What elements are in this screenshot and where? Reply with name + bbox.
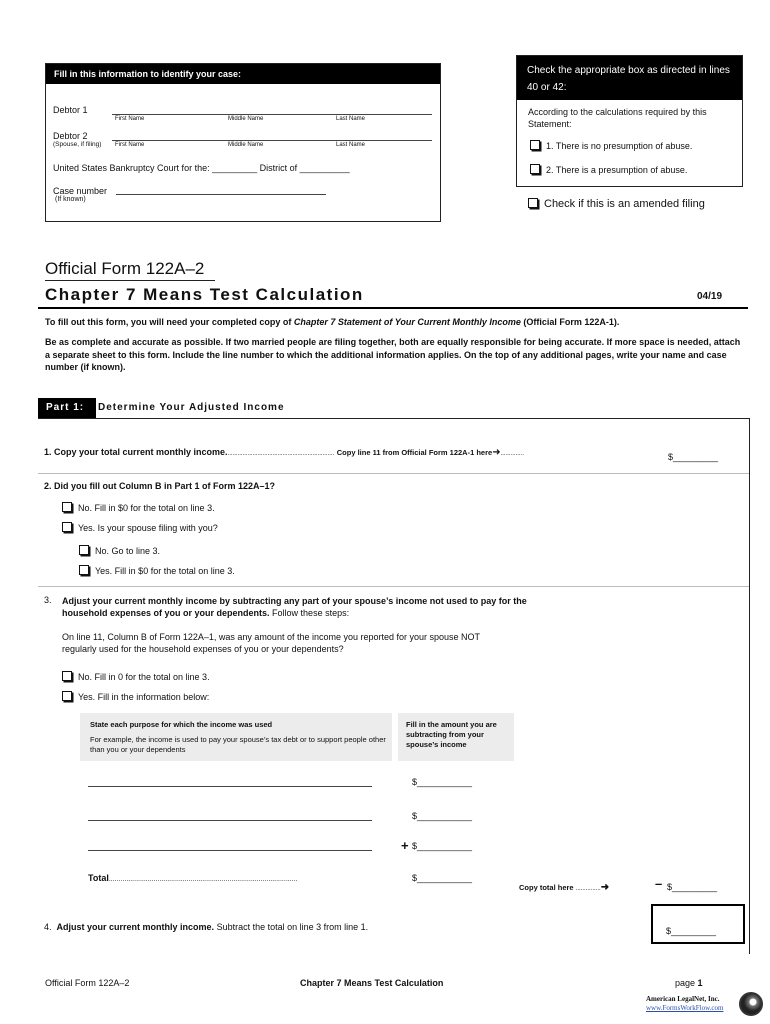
vendor-logo-icon — [739, 992, 763, 1016]
line2-question: 2. Did you fill out Column B in Part 1 of Form 122A–1? — [44, 481, 276, 491]
middle-name-label: Middle Name — [228, 116, 264, 122]
copy-total-here: Copy total here ...............➜ — [519, 882, 610, 893]
arrow-right-icon: ➜ — [492, 447, 501, 458]
footer-page: page 1 — [675, 978, 703, 988]
checkbox-icon[interactable] — [62, 522, 72, 532]
title-rule — [38, 307, 748, 309]
if-known-note: (If known) — [55, 196, 86, 203]
total-amount[interactable]: $___________ — [412, 873, 473, 883]
form-name-underline — [45, 280, 215, 281]
vendor-url[interactable]: www.FormsWorkFlow.com — [646, 1004, 724, 1012]
case-info-header: Fill in this information to identify your case: — [46, 64, 440, 84]
checkbox-icon[interactable] — [62, 502, 72, 512]
court-line[interactable]: United States Bankruptcy Court for the: _________ District of __________ — [53, 163, 350, 173]
separator — [38, 473, 749, 474]
checkbox-icon[interactable] — [530, 140, 540, 150]
line2-yes-yes[interactable]: Yes. Fill in $0 for the total on line 3. — [79, 565, 235, 576]
amount-field-2[interactable]: $___________ — [412, 811, 473, 821]
part1-title: Determine Your Adjusted Income — [98, 402, 285, 413]
total-label: Total................................................................................................. — [88, 873, 298, 883]
footer-form-title: Chapter 7 Means Test Calculation — [300, 978, 444, 988]
instructions-p2: Be as complete and accurate as possible. If two married people are filing together, both are equally responsible for being accurate. If more space is needed, attach a separate sheet to this form. Include the line number to which the additional information applies. On the top of any additional pages, write your name and case number (if known). — [45, 337, 741, 372]
vendor-name: American LegalNet, Inc. — [646, 995, 720, 1003]
amount-field-1[interactable]: $___________ — [412, 777, 473, 787]
presumption-option-1[interactable]: 1. There is no presumption of abuse. — [530, 140, 692, 151]
first-name-label-2: First Name — [115, 142, 145, 148]
separator — [38, 586, 749, 587]
footer-form-name: Official Form 122A–2 — [45, 978, 130, 988]
debtor2-field[interactable] — [112, 140, 432, 141]
line3-final-amount[interactable]: $_________ — [667, 882, 718, 892]
checkbox-icon[interactable] — [62, 671, 72, 681]
purpose-field-1[interactable] — [88, 786, 372, 787]
minus-icon: – — [655, 876, 663, 891]
plus-icon: + — [401, 838, 409, 853]
last-name-label: Last Name — [336, 116, 366, 122]
amended-filing-checkbox[interactable]: Check if this is an amended filing — [528, 198, 705, 210]
line3-yes[interactable]: Yes. Fill in the information below: — [62, 691, 209, 702]
purpose-header: State each purpose for which the income was used — [90, 720, 273, 729]
line4-box — [651, 904, 745, 944]
line2-no[interactable]: No. Fill in $0 for the total on line 3. — [62, 502, 215, 513]
line4-amount[interactable]: $_________ — [666, 926, 717, 936]
line3-number: 3. — [44, 595, 52, 605]
middle-name-label-2: Middle Name — [228, 142, 264, 148]
part1-header — [38, 398, 748, 418]
amount-header: Fill in the amount you are subtracting from your spouse’s income — [406, 720, 497, 749]
presumption-option-2[interactable]: 2. There is a presumption of abuse. — [530, 164, 687, 175]
presumption-intro: According to the calculations required by this Statement: — [528, 107, 707, 129]
part1-label: Part 1: — [38, 398, 96, 418]
line1-amount[interactable]: $_________ — [668, 452, 719, 462]
arrow-right-icon: ➜ — [600, 882, 610, 893]
last-name-label-2: Last Name — [336, 142, 366, 148]
debtor2-label: Debtor 2 — [53, 131, 88, 141]
line3-no[interactable]: No. Fill in 0 for the total on line 3. — [62, 671, 210, 682]
instructions-p1: To fill out this form, you will need your completed copy of Chapter 7 Statement of Your Current Monthly Income (Official Form 122A-1). — [45, 317, 620, 327]
first-name-label: First Name — [115, 116, 145, 122]
purpose-example: For example, the income is used to pay your spouse’s tax debt or to support people other than you or your dependents — [90, 735, 386, 754]
case-number-label: Case number — [53, 186, 108, 196]
line2-yes[interactable]: Yes. Is your spouse filing with you? — [62, 522, 218, 533]
form-date: 04/19 — [697, 291, 723, 302]
presumption-header: Check the appropriate box as directed in lines 40 or 42: — [517, 56, 742, 100]
checkbox-icon[interactable] — [62, 691, 72, 701]
purpose-field-3[interactable] — [88, 850, 372, 851]
amount-field-3[interactable]: $___________ — [412, 841, 473, 851]
line3-question: On line 11, Column B of Form 122A–1, was any amount of the income you reported for your spouse NOT regularly used for the household expenses of you or your dependents? — [62, 632, 481, 654]
line4-text: 4. Adjust your current monthly income. Subtract the total on line 3 from line 1. — [44, 922, 369, 932]
checkbox-icon[interactable] — [79, 545, 89, 555]
line3-instruction: Adjust your current monthly income by subtracting any part of your spouse’s income not used to pay for the household expenses of you or your dependents. Follow these steps: — [62, 596, 527, 618]
form-name: Official Form 122A–2 — [45, 259, 205, 278]
form-title: Chapter 7 Means Test Calculation — [45, 285, 364, 304]
line1-text: 1. Copy your total current monthly income................................................................. Copy line 11 from Official Form 122A-1 here➜.............. — [44, 447, 524, 458]
checkbox-icon[interactable] — [530, 164, 540, 174]
line2-yes-no[interactable]: No. Go to line 3. — [79, 545, 160, 556]
case-number-field[interactable] — [116, 194, 326, 195]
debtor1-label: Debtor 1 — [53, 105, 88, 115]
checkbox-icon[interactable] — [79, 565, 89, 575]
spouse-note: (Spouse, if filing) — [53, 141, 102, 148]
purpose-field-2[interactable] — [88, 820, 372, 821]
debtor1-field[interactable] — [112, 114, 432, 115]
checkbox-icon[interactable] — [528, 198, 538, 208]
